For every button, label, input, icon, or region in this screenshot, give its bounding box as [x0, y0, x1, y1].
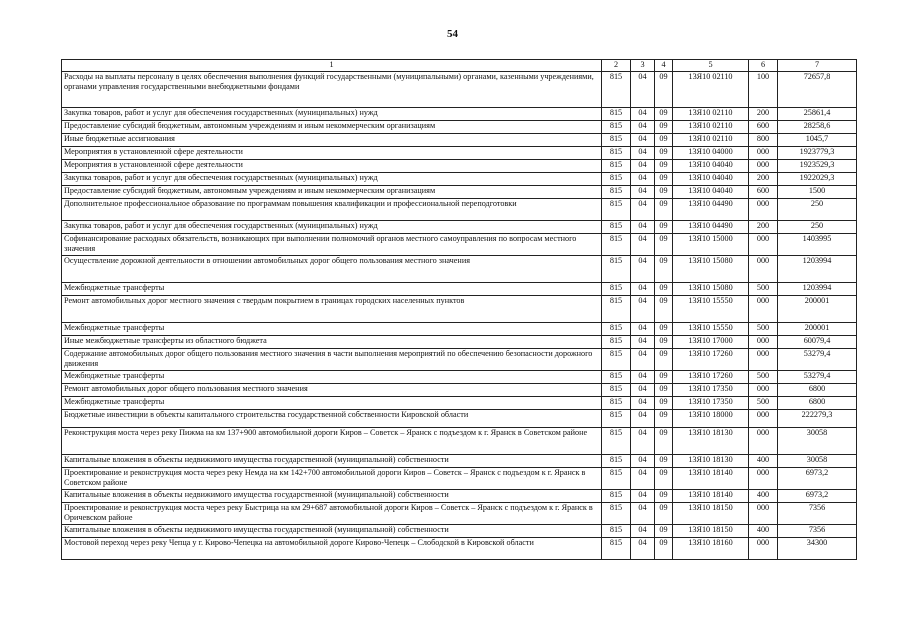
row-rz: 04 [631, 428, 655, 455]
row-sum: 30058 [778, 428, 857, 455]
row-csr: 13Я10 17350 [673, 384, 749, 397]
row-vr: 000 [749, 160, 778, 173]
row-name: Закупка товаров, работ и услуг для обеспечения государственных (муниципальных) нужд [62, 108, 602, 121]
row-vr: 000 [749, 349, 778, 371]
row-sum: 1923779,3 [778, 147, 857, 160]
col-header-1: 1 [62, 60, 602, 72]
table-row [62, 397, 857, 410]
row-pr: 09 [655, 410, 673, 428]
row-pr: 09 [655, 397, 673, 410]
table-row [62, 336, 857, 349]
row-csr: 13Я10 04040 [673, 173, 749, 186]
row-vr: 200 [749, 173, 778, 186]
row-name: Мостовой переход через реку Чепца у г. Кирово-Чепецка на автомобильной дороге Кирово-Чепецк – Слободской в Кировской области [62, 538, 602, 560]
row-name: Иные межбюджетные трансферты из областного бюджета [62, 336, 602, 349]
row-sum: 1923529,3 [778, 160, 857, 173]
row-pr: 09 [655, 296, 673, 323]
row-pr: 09 [655, 323, 673, 336]
row-gr: 815 [602, 173, 631, 186]
row-vr: 100 [749, 72, 778, 108]
row-gr: 815 [602, 283, 631, 296]
row-pr: 09 [655, 525, 673, 538]
row-sum: 6800 [778, 397, 857, 410]
table-row [62, 147, 857, 160]
row-sum: 30058 [778, 455, 857, 468]
row-name: Ремонт автомобильных дорог общего пользования местного значения [62, 384, 602, 397]
row-csr: 13Я10 18000 [673, 410, 749, 428]
row-vr: 500 [749, 371, 778, 384]
row-gr: 815 [602, 410, 631, 428]
row-vr: 000 [749, 468, 778, 490]
row-name: Содержание автомобильных дорог общего пользования местного значения в части выполнения мероприятий по обеспечению безопасности дорожного движения [62, 349, 602, 371]
row-sum: 60079,4 [778, 336, 857, 349]
table-row [62, 199, 857, 221]
row-sum: 200001 [778, 323, 857, 336]
row-name: Реконструкция моста через реку Пижма на км 137+900 автомобильной дороги Киров – Советск – Яранск с подъездом к г. Яранск в Советском районе [62, 428, 602, 455]
row-vr: 200 [749, 221, 778, 234]
row-pr: 09 [655, 173, 673, 186]
row-gr: 815 [602, 186, 631, 199]
table-row [62, 121, 857, 134]
row-vr: 000 [749, 503, 778, 525]
row-sum: 28258,6 [778, 121, 857, 134]
row-pr: 09 [655, 336, 673, 349]
row-name: Межбюджетные трансферты [62, 371, 602, 384]
row-pr: 09 [655, 134, 673, 147]
table-row [62, 256, 857, 283]
row-csr: 13Я10 15080 [673, 256, 749, 283]
row-name: Мероприятия в установленной сфере деятельности [62, 160, 602, 173]
col-header-2: 2 [602, 60, 631, 72]
row-sum: 1045,7 [778, 134, 857, 147]
row-rz: 04 [631, 256, 655, 283]
row-gr: 815 [602, 349, 631, 371]
row-vr: 000 [749, 410, 778, 428]
table-row [62, 296, 857, 323]
row-gr: 815 [602, 108, 631, 121]
row-sum: 200001 [778, 296, 857, 323]
row-gr: 815 [602, 296, 631, 323]
row-pr: 09 [655, 455, 673, 468]
row-name: Ремонт автомобильных дорог местного значения с твердым покрытием в границах городских населенных пунктов [62, 296, 602, 323]
row-name: Иные бюджетные ассигнования [62, 134, 602, 147]
row-rz: 04 [631, 160, 655, 173]
row-vr: 000 [749, 147, 778, 160]
row-pr: 09 [655, 121, 673, 134]
row-rz: 04 [631, 173, 655, 186]
row-gr: 815 [602, 256, 631, 283]
row-pr: 09 [655, 349, 673, 371]
row-sum: 6973,2 [778, 468, 857, 490]
row-name: Предоставление субсидий бюджетным, автономным учреждениям и иным некоммерческим организациям [62, 186, 602, 199]
row-sum: 250 [778, 221, 857, 234]
row-sum: 250 [778, 199, 857, 221]
row-csr: 13Я10 17000 [673, 336, 749, 349]
row-pr: 09 [655, 503, 673, 525]
row-csr: 13Я10 17260 [673, 371, 749, 384]
row-sum: 72657,8 [778, 72, 857, 108]
row-csr: 13Я10 18140 [673, 468, 749, 490]
row-rz: 04 [631, 108, 655, 121]
row-csr: 13Я10 02110 [673, 108, 749, 121]
row-csr: 13Я10 18130 [673, 455, 749, 468]
row-name: Капитальные вложения в объекты недвижимого имущества государственной (муниципальной) собственности [62, 525, 602, 538]
row-pr: 09 [655, 468, 673, 490]
row-pr: 09 [655, 256, 673, 283]
row-sum: 34300 [778, 538, 857, 560]
table-row [62, 371, 857, 384]
row-rz: 04 [631, 283, 655, 296]
row-rz: 04 [631, 525, 655, 538]
row-csr: 13Я10 15000 [673, 234, 749, 256]
row-sum: 6973,2 [778, 490, 857, 503]
row-sum: 7356 [778, 525, 857, 538]
table-row [62, 234, 857, 256]
table-row [62, 186, 857, 199]
row-csr: 13Я10 18140 [673, 490, 749, 503]
row-rz: 04 [631, 323, 655, 336]
row-rz: 04 [631, 296, 655, 323]
row-rz: 04 [631, 371, 655, 384]
row-gr: 815 [602, 336, 631, 349]
row-rz: 04 [631, 199, 655, 221]
row-rz: 04 [631, 186, 655, 199]
row-pr: 09 [655, 72, 673, 108]
row-sum: 1403995 [778, 234, 857, 256]
table-row [62, 455, 857, 468]
row-name: Софинансирование расходных обязательств, возникающих при выполнении полномочий органов местного самоуправления по вопросам местного значения [62, 234, 602, 256]
row-csr: 13Я10 04490 [673, 199, 749, 221]
row-rz: 04 [631, 538, 655, 560]
row-name: Капитальные вложения в объекты недвижимого имущества государственной (муниципальной) собственности [62, 455, 602, 468]
row-pr: 09 [655, 283, 673, 296]
row-pr: 09 [655, 428, 673, 455]
row-csr: 13Я10 18150 [673, 525, 749, 538]
row-name: Мероприятия в установленной сфере деятельности [62, 147, 602, 160]
row-gr: 815 [602, 234, 631, 256]
table-row [62, 468, 857, 490]
row-csr: 13Я10 18130 [673, 428, 749, 455]
row-vr: 600 [749, 121, 778, 134]
table-row [62, 283, 857, 296]
row-sum: 7356 [778, 503, 857, 525]
row-csr: 13Я10 15550 [673, 296, 749, 323]
row-vr: 500 [749, 397, 778, 410]
row-pr: 09 [655, 234, 673, 256]
row-gr: 815 [602, 455, 631, 468]
row-vr: 000 [749, 428, 778, 455]
row-csr: 13Я10 04040 [673, 186, 749, 199]
row-sum: 6800 [778, 384, 857, 397]
row-name: Проектирование и реконструкция моста через реку Быстрица на км 29+687 автомобильной дороги Киров – Советск – Яранск с подъездом к г. Яранск в Оричевском районе [62, 503, 602, 525]
row-pr: 09 [655, 221, 673, 234]
row-sum: 1922029,3 [778, 173, 857, 186]
row-sum: 25861,4 [778, 108, 857, 121]
row-vr: 600 [749, 186, 778, 199]
col-header-4: 4 [655, 60, 673, 72]
table-row [62, 538, 857, 560]
page-number: 54 [447, 28, 458, 40]
row-csr: 13Я10 17350 [673, 397, 749, 410]
row-pr: 09 [655, 490, 673, 503]
row-sum: 222279,3 [778, 410, 857, 428]
row-csr: 13Я10 15080 [673, 283, 749, 296]
row-csr: 13Я10 15550 [673, 323, 749, 336]
row-gr: 815 [602, 147, 631, 160]
row-rz: 04 [631, 490, 655, 503]
row-rz: 04 [631, 410, 655, 428]
row-sum: 53279,4 [778, 371, 857, 384]
row-name: Предоставление субсидий бюджетным, автономным учреждениям и иным некоммерческим организациям [62, 121, 602, 134]
row-gr: 815 [602, 323, 631, 336]
row-vr: 200 [749, 108, 778, 121]
row-rz: 04 [631, 455, 655, 468]
table-row [62, 173, 857, 186]
table-row [62, 108, 857, 121]
row-csr: 13Я10 18150 [673, 503, 749, 525]
row-rz: 04 [631, 468, 655, 490]
row-gr: 815 [602, 538, 631, 560]
row-rz: 04 [631, 336, 655, 349]
row-gr: 815 [602, 503, 631, 525]
row-name: Межбюджетные трансферты [62, 323, 602, 336]
row-vr: 400 [749, 490, 778, 503]
table-row [62, 134, 857, 147]
row-rz: 04 [631, 121, 655, 134]
row-gr: 815 [602, 160, 631, 173]
row-gr: 815 [602, 397, 631, 410]
row-vr: 000 [749, 296, 778, 323]
row-gr: 815 [602, 468, 631, 490]
row-sum: 1203994 [778, 256, 857, 283]
table-row [62, 160, 857, 173]
table-row [62, 349, 857, 371]
row-rz: 04 [631, 234, 655, 256]
row-vr: 000 [749, 199, 778, 221]
row-sum: 53279,4 [778, 349, 857, 371]
row-pr: 09 [655, 160, 673, 173]
row-rz: 04 [631, 349, 655, 371]
row-vr: 000 [749, 384, 778, 397]
row-vr: 000 [749, 336, 778, 349]
table-row [62, 384, 857, 397]
table-row [62, 490, 857, 503]
row-csr: 13Я10 04490 [673, 221, 749, 234]
row-gr: 815 [602, 490, 631, 503]
row-csr: 13Я10 18160 [673, 538, 749, 560]
row-rz: 04 [631, 221, 655, 234]
row-vr: 500 [749, 283, 778, 296]
row-gr: 815 [602, 134, 631, 147]
row-gr: 815 [602, 121, 631, 134]
row-name: Дополнительное профессиональное образование по программам повышения квалификации и профессиональной переподготовки [62, 199, 602, 221]
row-vr: 400 [749, 455, 778, 468]
row-rz: 04 [631, 397, 655, 410]
row-name: Бюджетные инвестиции в объекты капитального строительства государственной собственности Кировской области [62, 410, 602, 428]
table-row [62, 410, 857, 428]
row-pr: 09 [655, 384, 673, 397]
table-row [62, 72, 857, 108]
row-vr: 800 [749, 134, 778, 147]
row-rz: 04 [631, 147, 655, 160]
col-header-3: 3 [631, 60, 655, 72]
row-pr: 09 [655, 147, 673, 160]
row-vr: 400 [749, 525, 778, 538]
row-name: Проектирование и реконструкция моста через реку Немда на км 142+700 автомобильной дороги Киров – Советск – Яранск с подъездом к г. Яранск в Советском районе [62, 468, 602, 490]
row-sum: 1500 [778, 186, 857, 199]
row-gr: 815 [602, 428, 631, 455]
row-pr: 09 [655, 108, 673, 121]
row-rz: 04 [631, 503, 655, 525]
row-pr: 09 [655, 186, 673, 199]
row-pr: 09 [655, 199, 673, 221]
row-csr: 13Я10 02110 [673, 121, 749, 134]
table-row [62, 221, 857, 234]
row-rz: 04 [631, 72, 655, 108]
table-row [62, 503, 857, 525]
row-vr: 000 [749, 234, 778, 256]
row-csr: 13Я10 04000 [673, 147, 749, 160]
row-gr: 815 [602, 72, 631, 108]
row-name: Межбюджетные трансферты [62, 283, 602, 296]
col-header-6: 6 [749, 60, 778, 72]
row-vr: 000 [749, 538, 778, 560]
row-sum: 1203994 [778, 283, 857, 296]
row-csr: 13Я10 04040 [673, 160, 749, 173]
row-gr: 815 [602, 221, 631, 234]
row-vr: 500 [749, 323, 778, 336]
row-vr: 000 [749, 256, 778, 283]
row-gr: 815 [602, 371, 631, 384]
table-row [62, 428, 857, 455]
budget-table [61, 59, 857, 560]
row-name: Закупка товаров, работ и услуг для обеспечения государственных (муниципальных) нужд [62, 173, 602, 186]
row-rz: 04 [631, 384, 655, 397]
row-name: Закупка товаров, работ и услуг для обеспечения государственных (муниципальных) нужд [62, 221, 602, 234]
table-row [62, 525, 857, 538]
row-name: Осуществление дорожной деятельности в отношении автомобильных дорог общего пользования местного значения [62, 256, 602, 283]
row-pr: 09 [655, 538, 673, 560]
row-gr: 815 [602, 525, 631, 538]
row-csr: 13Я10 02110 [673, 72, 749, 108]
table-row [62, 323, 857, 336]
row-csr: 13Я10 02110 [673, 134, 749, 147]
row-csr: 13Я10 17260 [673, 349, 749, 371]
col-header-5: 5 [673, 60, 749, 72]
row-gr: 815 [602, 199, 631, 221]
header-row [62, 60, 857, 72]
row-name: Расходы на выплаты персоналу в целях обеспечения выполнения функций государственными (муниципальными) органами, казенными учреждениями, органами управления государственными внебюджетными фондами [62, 72, 602, 108]
row-rz: 04 [631, 134, 655, 147]
row-name: Капитальные вложения в объекты недвижимого имущества государственной (муниципальной) собственности [62, 490, 602, 503]
row-gr: 815 [602, 384, 631, 397]
col-header-7: 7 [778, 60, 857, 72]
row-pr: 09 [655, 371, 673, 384]
row-name: Межбюджетные трансферты [62, 397, 602, 410]
